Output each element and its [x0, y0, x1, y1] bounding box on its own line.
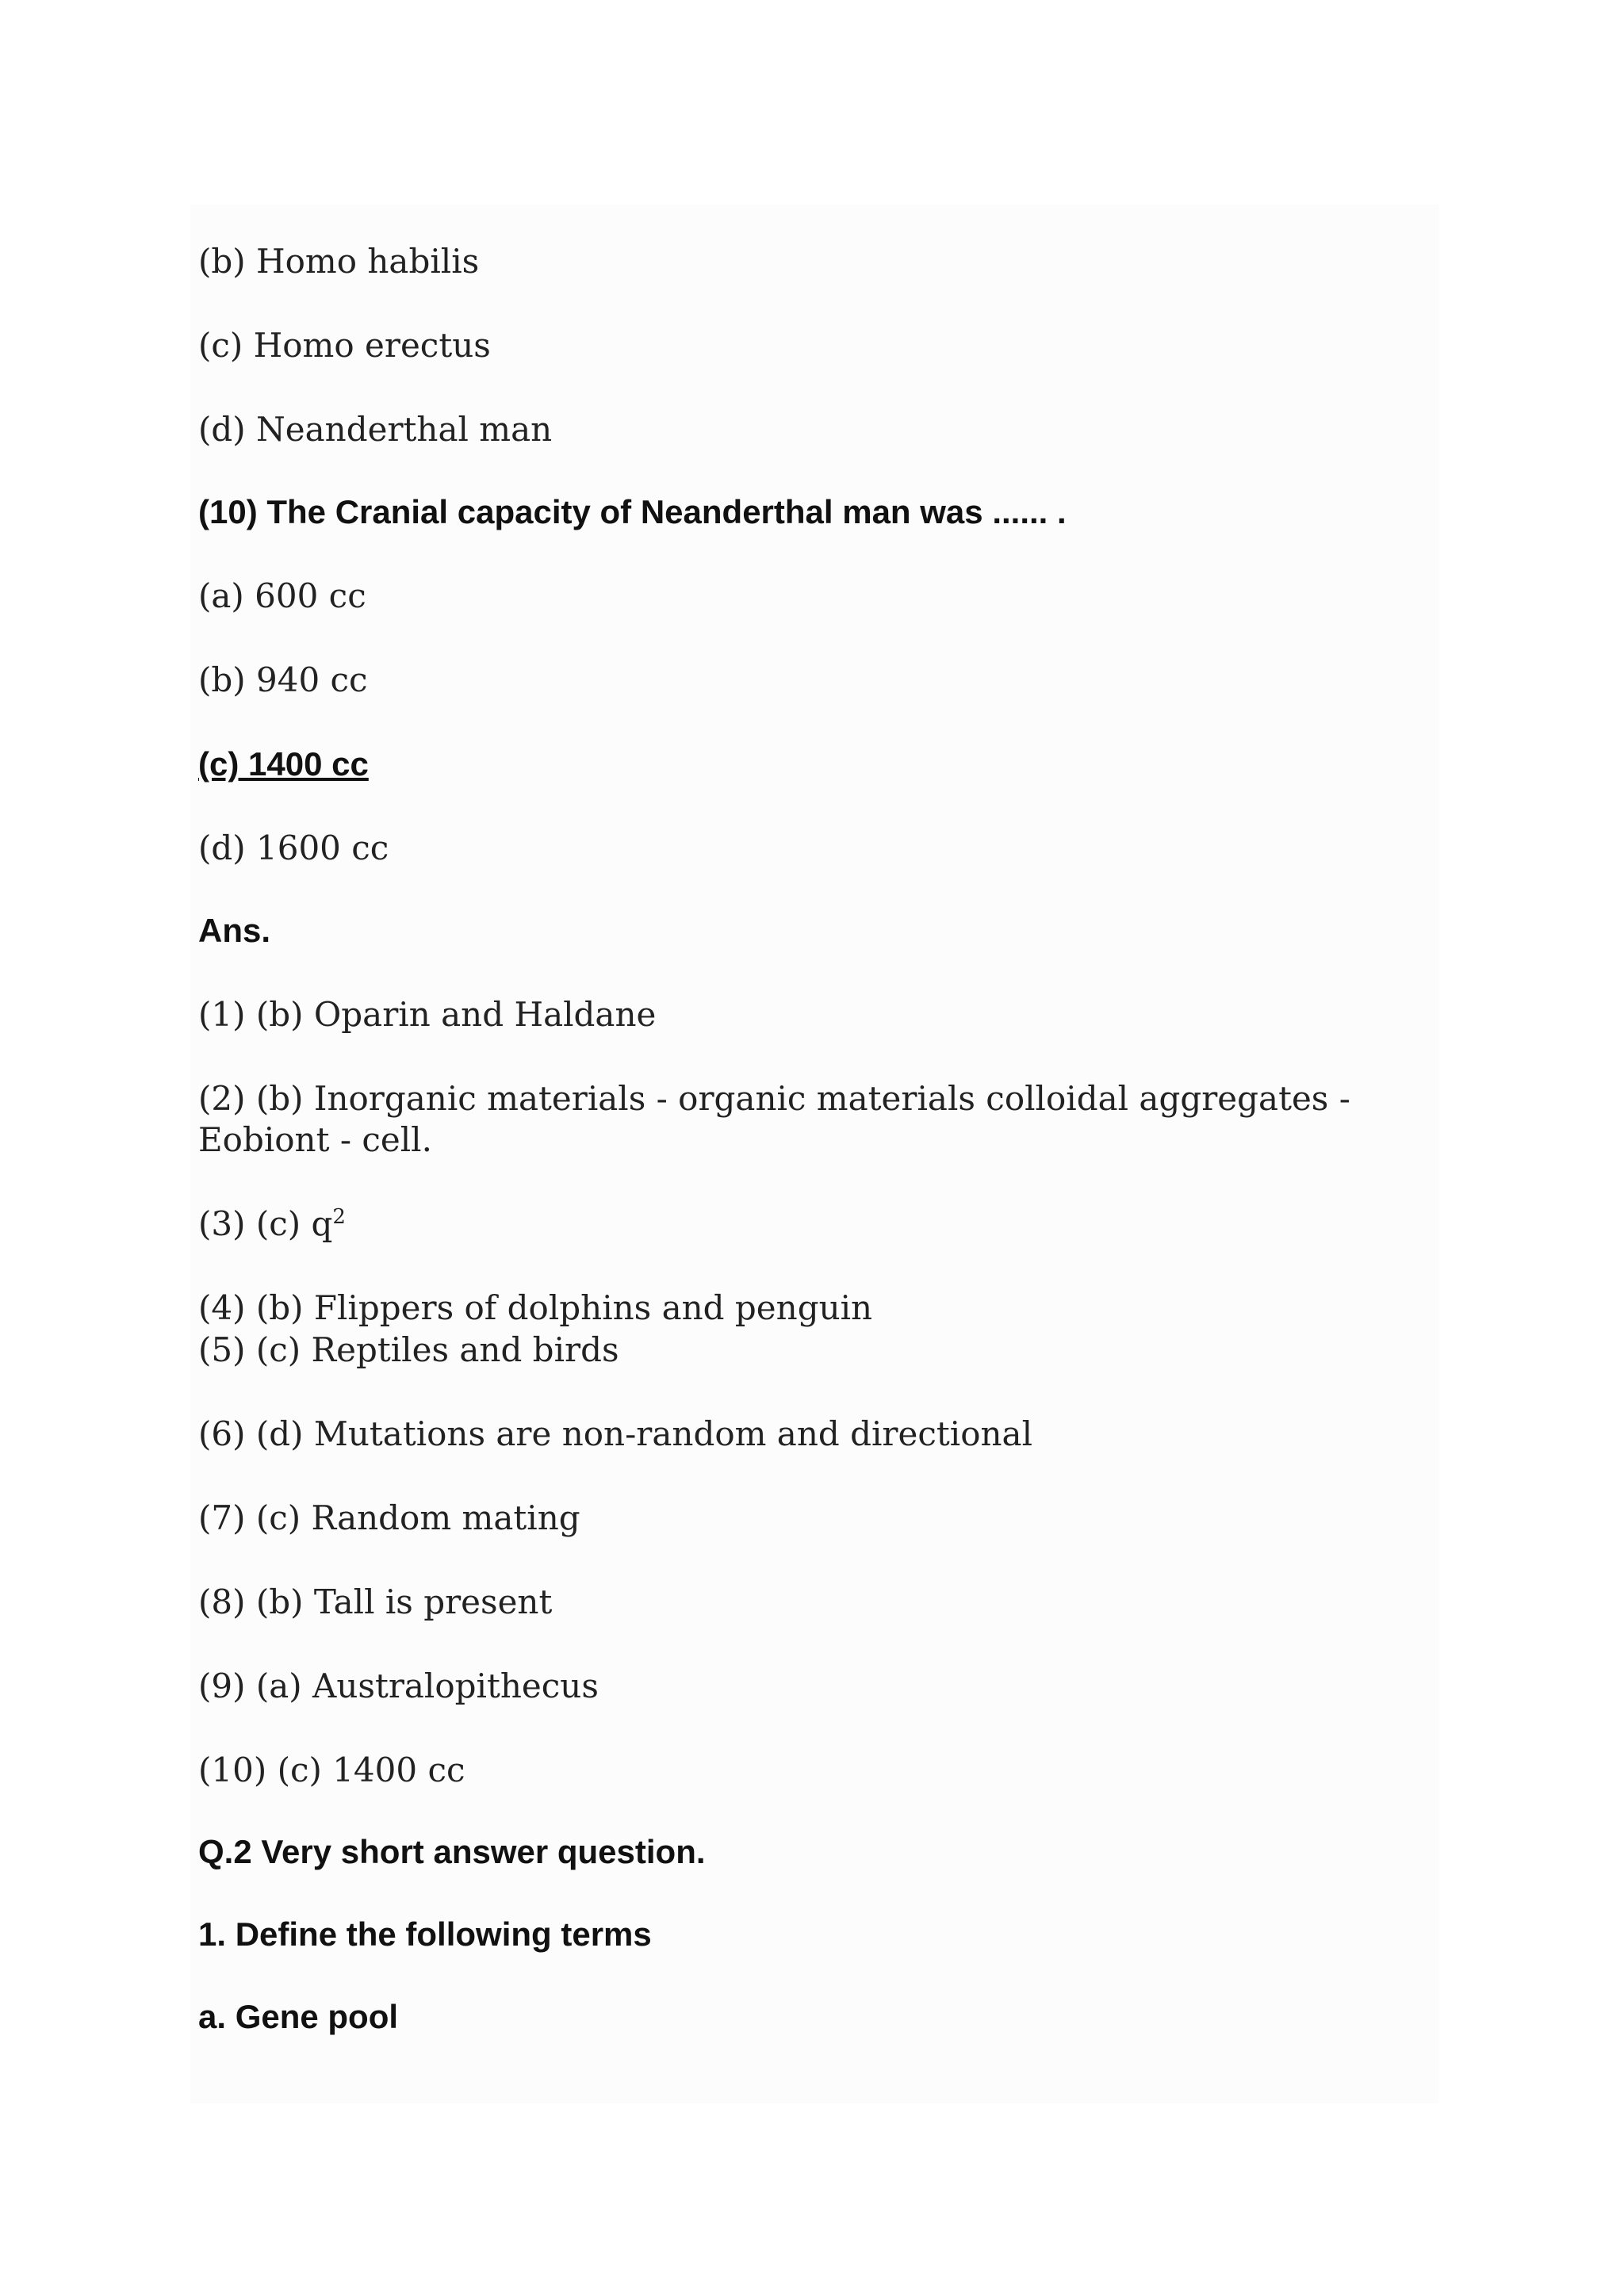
- answer-3-superscript: 2: [332, 1205, 346, 1229]
- answers-heading: Ans.: [198, 912, 271, 949]
- q10-option-d: (d) 1600 cc: [198, 828, 389, 867]
- q10-option-b: (b) 940 cc: [198, 660, 368, 699]
- answer-8: (8) (b) Tall is present: [198, 1582, 553, 1621]
- option-d-neanderthal-man: (d) Neanderthal man: [198, 410, 553, 449]
- q2-term-a: a. Gene pool: [198, 1998, 399, 2035]
- q2-question-1: 1. Define the following terms: [198, 1915, 652, 1953]
- answer-6: (6) (d) Mutations are non-random and directional: [198, 1414, 1033, 1453]
- option-c-homo-erectus: (c) Homo erectus: [198, 326, 491, 365]
- answer-4: (4) (b) Flippers of dolphins and penguin: [198, 1288, 873, 1327]
- answer-9: (9) (a) Australopithecus: [198, 1667, 599, 1705]
- q10-option-a: (a) 600 cc: [198, 576, 366, 615]
- q10-option-c-correct: (c) 1400 cc: [198, 745, 369, 783]
- answer-5: (5) (c) Reptiles and birds: [198, 1330, 619, 1369]
- section-q2-heading: Q.2 Very short answer question.: [198, 1833, 706, 1870]
- answer-10: (10) (c) 1400 cc: [198, 1751, 465, 1789]
- answer-1: (1) (b) Oparin and Haldane: [198, 995, 657, 1034]
- question-10: (10) The Cranial capacity of Neanderthal man was ...... .: [198, 493, 1067, 530]
- answer-7: (7) (c) Random mating: [198, 1498, 580, 1537]
- option-b-homo-habilis: (b) Homo habilis: [198, 242, 480, 281]
- answer-3-text: (3) (c) q: [198, 1204, 333, 1243]
- answer-3: [198, 1203, 346, 1245]
- answer-2: (2) (b) Inorganic materials - organic materials colloidal aggregates - Eobiont - cell.: [198, 1079, 1350, 1159]
